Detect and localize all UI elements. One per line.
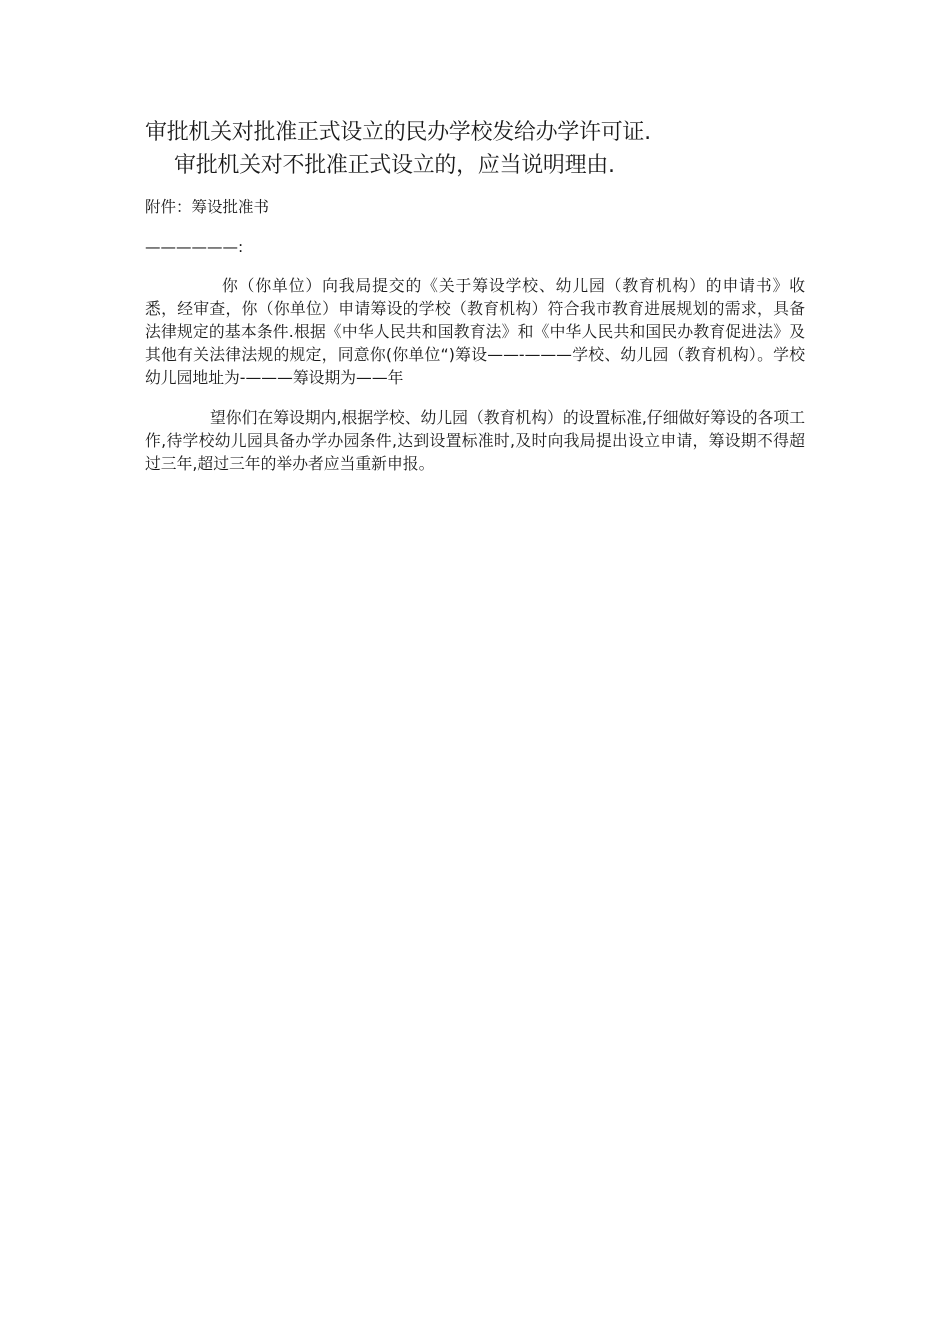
salutation-blank: ——————:: [145, 238, 244, 256]
attachment-label: 附件：筹设批准书: [145, 198, 270, 216]
approval-paragraph-1: 你（你单位）向我局提交的《关于筹设学校、幼儿园（教育机构）的申请书》收悉，经审查，你（你单位）申请筹设的学校（教育机构）符合我市教育进展规划的需求，具备法律规定的基本条件.根据《中华人民共和国教育法》和《中华人民共和国民办教育促进法》及其他有关法律法规的规定，同意你(你单位“)筹设——-———学校、幼儿园（教育机构）。学校幼儿园地址为-———筹设期为——年: [145, 276, 805, 387]
heading-line-1: 审批机关对批准正式设立的民办学校发给办学许可证.: [145, 120, 651, 145]
approval-paragraph-2: 望你们在筹设期内,根据学校、幼儿园（教育机构）的设置标准,仔细做好筹设的各项工作,待学校幼儿园具备办学办园条件,达到设置标准时,及时向我局提出设立申请，筹设期不得超过三年,超过三年的举办者应当重新申报。: [145, 408, 805, 473]
heading-line-2: 审批机关对不批准正式设立的，应当说明理由.: [174, 153, 615, 178]
